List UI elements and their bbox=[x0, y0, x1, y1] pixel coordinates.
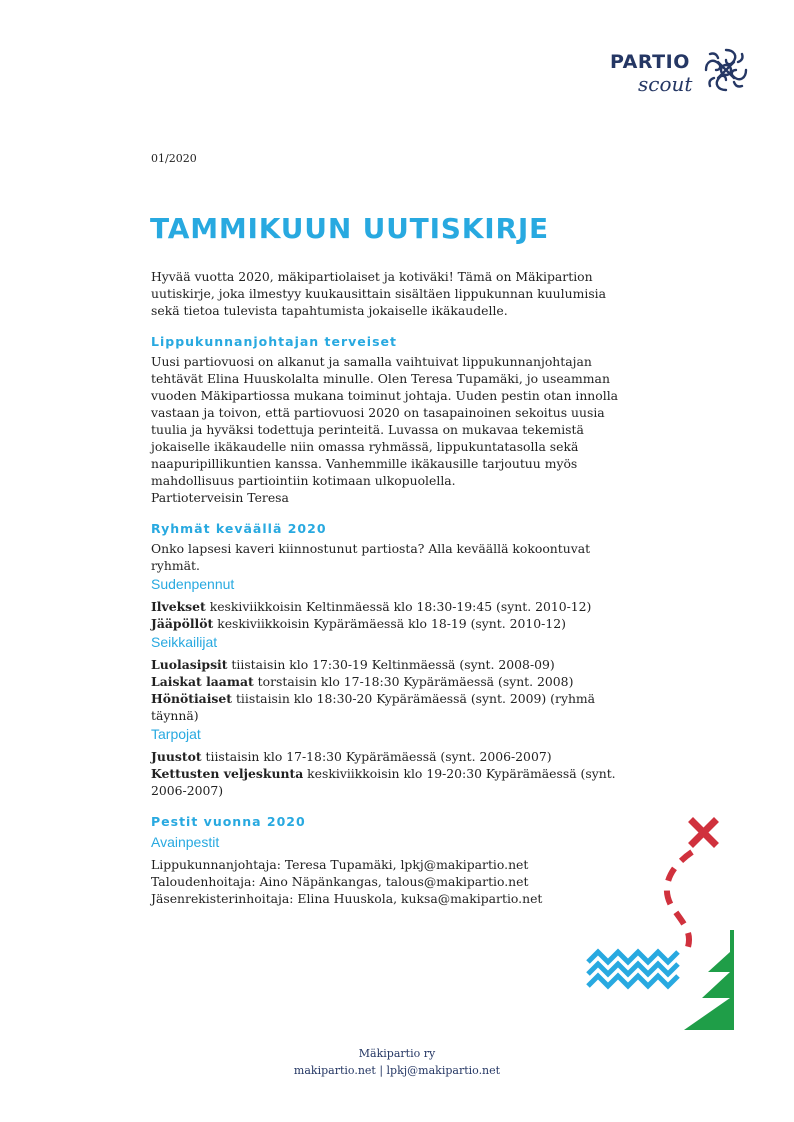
group-name: Luolasipsit bbox=[151, 657, 228, 672]
group-details: tiistaisin klo 17-18:30 Kypärämäessä (synt. 2006-2007) bbox=[201, 749, 552, 764]
section-spacer bbox=[151, 799, 631, 814]
page-footer bbox=[0, 1045, 794, 1079]
positions-subheading: Avainpestit bbox=[151, 834, 220, 850]
group-details: torstaisin klo 17-18:30 Kypärämäessä (synt. 2008) bbox=[253, 674, 574, 689]
position-line: Lippukunnanjohtaja: Teresa Tupamäki, lpkj@makipartio.net bbox=[151, 857, 529, 872]
red-x-mark-icon bbox=[693, 822, 714, 843]
greeting-signoff: Partioterveisin Teresa bbox=[151, 490, 289, 505]
group-category bbox=[151, 725, 631, 799]
group-item bbox=[151, 690, 631, 724]
footer-contact: makipartio.net | lpkj@makipartio.net bbox=[293, 1064, 501, 1077]
groups-heading: Ryhmät keväällä 2020 bbox=[151, 521, 327, 536]
newsletter-content bbox=[151, 268, 631, 907]
group-details: keskiviikkoisin Kypärämäessä klo 18-19 (synt. 2010-12) bbox=[213, 616, 566, 631]
intro-paragraph: Hyvää vuotta 2020, mäkipartiolaiset ja kotiväki! Tämä on Mäkipartion uutiskirje, joka ilmestyy kuukausittain sisältäen lippukunnan kuulumisia sekä tietoa tulevista tapahtumista jokaiselle ikäkaudelle. bbox=[151, 269, 607, 318]
blue-waves-icon bbox=[588, 952, 678, 986]
logo-scout-text: scout bbox=[638, 72, 693, 96]
group-category bbox=[151, 575, 631, 632]
group-item bbox=[151, 598, 631, 615]
issue-number: 01/2020 bbox=[151, 152, 197, 165]
group-name: Laiskat laamat bbox=[151, 674, 254, 689]
greeting-body: Uusi partiovuosi on alkanut ja samalla vaihtuivat lippukunnanjohtajan tehtävät Elina Huuskolalta minulle. Olen Teresa Tupamäki, jo useamman vuoden Mäkipartiossa mukana toiminut johtaja. Uuden pestin otan innolla vastaan ja toivon, että partiovuosi 2020 on tasapainoinen sekoitus uusia tuulia ja hyväksi todettuja perinteitä. Luvassa on mukavaa tekemistä jokaiselle ikäkaudelle niin omassa ryhmässä, lippukuntatasolla sekä naapuripillikuntien kanssa. Vanhemmille ikäkausille tarjoutuu myös mahdollisuus partiointiin kotimaan ulkopuolella. bbox=[151, 354, 619, 488]
group-details: keskiviikkoisin klo 19-20:30 Kypärämäessä (synt. 2006-2007) bbox=[151, 766, 616, 798]
category-title: Tarpojat bbox=[151, 726, 201, 742]
page-title: TAMMIKUUN UUTISKIRJE bbox=[150, 212, 549, 245]
groups-intro: Onko lapsesi kaveri kiinnostunut partiosta? Alla keväällä kokoontuvat ryhmät. bbox=[151, 541, 591, 573]
dashed-trail-icon bbox=[667, 852, 692, 947]
partio-scout-logo bbox=[606, 42, 756, 102]
decorative-scout-illustration bbox=[580, 812, 740, 1034]
group-details: tiistaisin klo 17:30-19 Keltinmäessä (synt. 2008-09) bbox=[227, 657, 555, 672]
group-name: Hönötiaiset bbox=[151, 691, 232, 706]
logo-partio-text: PARTIO bbox=[610, 51, 690, 73]
group-name: Juustot bbox=[151, 749, 202, 764]
greeting-heading: Lippukunnanjohtajan terveiset bbox=[151, 334, 397, 349]
group-name: Ilvekset bbox=[151, 599, 206, 614]
group-name: Kettusten veljeskunta bbox=[151, 766, 304, 781]
scout-emblem-icon bbox=[700, 44, 752, 96]
group-item bbox=[151, 765, 631, 799]
position-line: Taloudenhoitaja: Aino Näpänkangas, talous@makipartio.net bbox=[151, 874, 529, 889]
category-title: Sudenpennut bbox=[151, 576, 235, 592]
group-item bbox=[151, 673, 631, 690]
category-title: Seikkailijat bbox=[151, 634, 218, 650]
group-details: keskiviikkoisin Keltinmäessä klo 18:30-19:45 (synt. 2010-12) bbox=[205, 599, 592, 614]
group-details: tiistaisin klo 18:30-20 Kypärämäessä (synt. 2009) (ryhmä täynnä) bbox=[151, 691, 596, 723]
group-item bbox=[151, 748, 631, 765]
footer-org: Mäkipartio ry bbox=[358, 1047, 436, 1060]
group-name: Jääpöllöt bbox=[151, 616, 214, 631]
group-item bbox=[151, 615, 631, 632]
positions-heading: Pestit vuonna 2020 bbox=[151, 814, 306, 829]
group-category bbox=[151, 633, 631, 724]
position-line: Jäsenrekisterinhoitaja: Elina Huuskola, kuksa@makipartio.net bbox=[151, 891, 543, 906]
group-item bbox=[151, 656, 631, 673]
